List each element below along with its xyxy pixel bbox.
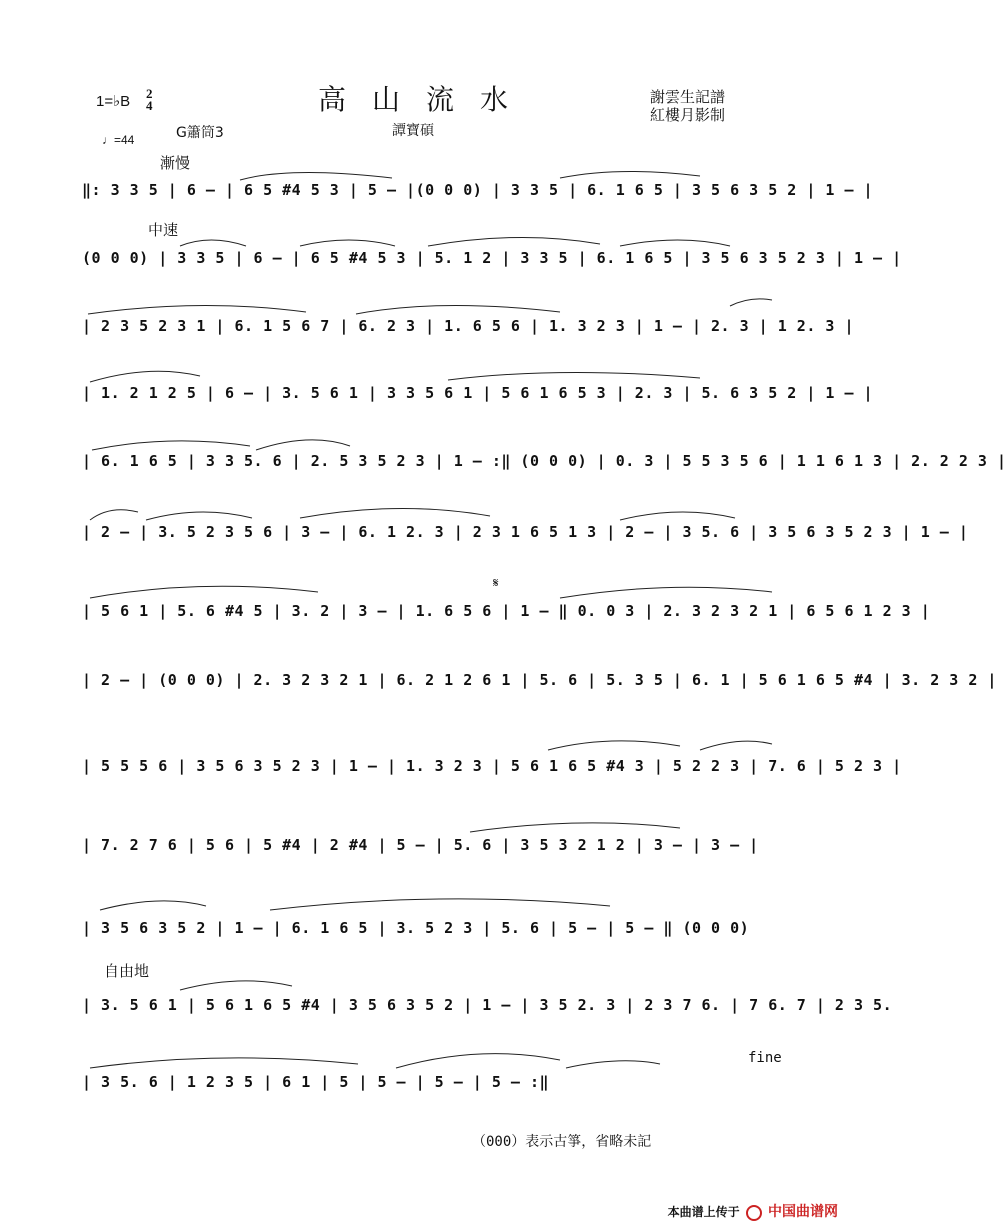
- slur: [428, 237, 600, 246]
- score-line-10: | 7. 2 7 6 | 5 6 | 5 #4 | 2 #4 | 5 – | 5. 6 | 3 5 3 2 1 2 | 3 – | 3 – |: [82, 836, 759, 854]
- slur: [300, 508, 490, 518]
- slur: [560, 171, 700, 178]
- performer-name: 譚寶碩: [392, 123, 434, 139]
- instrument-label: G簫筒3: [176, 125, 224, 141]
- slur: [560, 587, 772, 598]
- time-signature-bottom: 4: [146, 98, 153, 113]
- mark-gradually-slow: 漸慢: [160, 154, 191, 172]
- slur: [356, 305, 560, 314]
- slur: [146, 512, 252, 520]
- slur: [180, 240, 246, 246]
- mark-freely: 自由地: [104, 962, 150, 980]
- score-line-4: | 1. 2 1 2 5 | 6 – | 3. 5 6 1 | 3 3 5 6 1 | 5 6 1 6 5 3 | 2. 3 | 5. 6 3 5 2 | 1 – |: [82, 384, 874, 402]
- score-line-11: | 3 5 6 3 5 2 | 1 – | 6. 1 6 5 | 3. 5 2 3 | 5. 6 | 5 – | 5 – ‖ (0 0 0): [82, 919, 750, 937]
- slur: [700, 741, 772, 750]
- slur: [470, 823, 680, 832]
- slur: [90, 1058, 358, 1068]
- score-line-3: | 2 3 5 2 3 1 | 6. 1 5 6 7 | 6. 2 3 | 1. 6 5 6 | 1. 3 2 3 | 1 – | 2. 3 | 1 2. 3 |: [82, 317, 854, 335]
- slur: [300, 240, 395, 246]
- fine-marking: fine: [748, 1050, 782, 1066]
- slur: [620, 240, 730, 246]
- slur: [396, 1054, 560, 1068]
- slur: [448, 372, 700, 380]
- score-line-7: | 5 6 1 | 5. 6 #4 5 | 3. 2 | 3 – | 1. 6 5 6 | 1 – ‖ 0. 0 3 | 2. 3 2 3 2 1 | 6 5 6 1 2 3 |: [82, 602, 931, 620]
- slur: [88, 305, 306, 314]
- slur: [730, 299, 772, 306]
- slur: [90, 371, 200, 382]
- credit-producer: 紅樓月影制: [650, 106, 726, 124]
- slur: [180, 981, 292, 990]
- footer-upload-text: 本曲谱上传于: [667, 1205, 740, 1219]
- slur: [90, 510, 138, 520]
- score-line-12: | 3. 5 6 1 | 5 6 1 6 5 #4 | 3 5 6 3 5 2 | 1 – | 3 5 2. 3 | 2 3 7 6. | 7 6. 7 | 2 3 5.: [82, 996, 893, 1014]
- tempo-marking: ♩=44: [102, 133, 135, 147]
- slur: [270, 899, 610, 910]
- score-line-9: | 5 5 5 6 | 3 5 6 3 5 2 3 | 1 – | 1. 3 2 3 | 5 6 1 6 5 #4 3 | 5 2 2 3 | 7. 6 | 5 2 3 |: [82, 757, 902, 775]
- page-title: 高山流水: [317, 83, 534, 116]
- slur: [620, 512, 735, 520]
- score-line-6: | 2 – | 3. 5 2 3 5 6 | 3 – | 6. 1 2. 3 | 2 3 1 6 5 1 3 | 2 – | 3 5. 6 | 3 5 6 3 5 2 3 | 1 – |: [82, 523, 969, 541]
- slur: [256, 440, 350, 450]
- slur: [566, 1061, 660, 1068]
- segno-symbol: 𝄋: [493, 576, 499, 591]
- slur: [240, 172, 392, 180]
- score-line-1: ‖: 3 3 5 | 6 – | 6 5 #4 5 3 | 5 – |(0 0 0) | 3 3 5 | 6. 1 6 5 | 3 5 6 3 5 2 | 1 – |: [82, 181, 874, 199]
- slur: [548, 741, 680, 750]
- score-line-8: | 2 – | (0 0 0) | 2. 3 2 3 2 1 | 6. 2 1 2 6 1 | 5. 6 | 5. 3 5 | 6. 1 | 5 6 1 6 5 #4 | 3. 2 3 2 |: [82, 671, 997, 689]
- mark-medium-speed: 中速: [148, 221, 179, 239]
- slur: [100, 901, 206, 910]
- slur: [90, 586, 318, 598]
- time-signature-top: 2: [146, 86, 153, 101]
- slur: [92, 441, 250, 450]
- score-line-13: | 3 5. 6 | 1 2 3 5 | 6 1 | 5 | 5 – | 5 – | 5 – :‖: [82, 1073, 550, 1091]
- footnote: （000）表示古箏，省略未記: [472, 1134, 652, 1150]
- key-signature: 1=♭B: [96, 93, 131, 110]
- credit-transcriber: 謝雲生記譜: [650, 88, 726, 106]
- footer-site-name: 中国曲谱网: [768, 1204, 838, 1220]
- score-line-5: | 6. 1 6 5 | 3 3 5. 6 | 2. 5 3 5 2 3 | 1 – :‖ (0 0 0) | 0. 3 | 5 5 3 5 6 | 1 1 6 1 3 | 2. 2 2 3 |: [82, 452, 1006, 470]
- score-line-2: (0 0 0) | 3 3 5 | 6 – | 6 5 #4 5 3 | 5. 1 2 | 3 3 5 | 6. 1 6 5 | 3 5 6 3 5 2 3 | 1 – |: [82, 249, 902, 267]
